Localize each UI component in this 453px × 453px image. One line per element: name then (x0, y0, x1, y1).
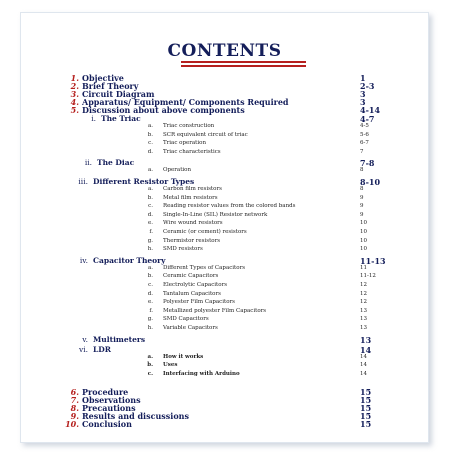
toc-sub-page: 11-12 (360, 273, 376, 280)
toc-sub-page: 8 (360, 167, 364, 174)
toc-entry-label: Procedure (82, 387, 129, 398)
toc-entry-number: 5. (70, 105, 79, 115)
toc-section-entry (66, 158, 134, 167)
toc-sub-label: Carbon film resistors (163, 186, 222, 192)
toc-sub-letter: a. (147, 264, 153, 271)
toc-section-entry (62, 335, 145, 344)
toc-section-numeral: ii. (84, 158, 92, 168)
toc-sub-page: 7 (360, 148, 364, 155)
toc-sub-page: 10 (360, 220, 367, 227)
toc-entry-label: Precautions (82, 403, 136, 414)
toc-sub-page: 10 (360, 246, 367, 253)
toc-sub-entry (139, 246, 203, 252)
toc-section-label: The Triac (101, 114, 141, 123)
toc-sub-label: Ceramic (or cement) resistors (163, 229, 247, 235)
toc-sub-page: 12 (360, 299, 367, 306)
toc-entry-number: 8. (70, 403, 79, 414)
toc-sub-letter: h. (147, 246, 153, 253)
toc-sub-letter: h. (147, 325, 153, 331)
toc-sub-entry (139, 371, 240, 377)
toc-entry-page: 1 (360, 73, 366, 83)
page-title: CONTENTS (167, 41, 282, 61)
toc-sub-entry (139, 238, 220, 244)
toc-sub-label: Ceramic Capacitors (163, 273, 219, 280)
toc-sub-letter: b. (147, 273, 153, 280)
toc-sub-label: Triac construction (163, 123, 215, 129)
toc-section-entry (70, 114, 141, 123)
toc-entry-number: 10. (65, 419, 79, 430)
toc-section-entry (62, 256, 166, 265)
toc-sub-letter: e. (147, 220, 153, 227)
toc-sub-letter: a. (147, 353, 153, 360)
toc-section-numeral: i. (91, 114, 96, 123)
toc-sub-entry (139, 212, 267, 218)
toc-sub-label: Reading resistor values from the colored bands (163, 203, 296, 210)
toc-sub-entry (139, 220, 223, 226)
toc-entry-label: Objective (82, 73, 124, 83)
toc-section-entry (62, 345, 111, 354)
toc-sub-letter: a. (147, 167, 153, 174)
toc-main-entry (49, 419, 132, 429)
toc-entry-label: Brief Theory (82, 81, 139, 91)
toc-entry-label: Circuit Diagram (82, 89, 155, 99)
toc-sub-page: 13 (360, 325, 367, 331)
toc-sub-label: Operation (163, 167, 192, 174)
toc-entry-page: 15 (360, 411, 372, 422)
toc-sub-page: 14 (360, 353, 367, 360)
toc-sub-letter: b. (147, 362, 153, 369)
toc-sub-page: 12 (360, 290, 367, 297)
toc-sub-page: 9 (360, 211, 364, 218)
toc-sub-letter: f. (149, 229, 153, 235)
toc-sub-entry (139, 316, 209, 322)
toc-section-label: Different Resistor Types (93, 177, 195, 186)
toc-section-label: The Diac (97, 158, 135, 168)
toc-section-entry (62, 177, 194, 186)
toc-sub-label: Variable Capacitors (163, 325, 218, 331)
toc-sub-letter: c. (148, 203, 153, 210)
toc-section-numeral: iv. (79, 255, 88, 265)
toc-sub-letter: d. (147, 148, 153, 155)
toc-sub-page: 4-5 (360, 123, 369, 129)
toc-entry-page: 15 (360, 387, 372, 398)
toc-entry-label: Discussion about above components (82, 105, 245, 115)
toc-entry-page: 3 (360, 97, 366, 107)
toc-sub-entry (139, 265, 245, 271)
toc-sub-letter: c. (148, 282, 153, 288)
toc-sub-label: Polyester Film Capacitors (163, 299, 235, 306)
toc-entry-number: 7. (70, 395, 79, 406)
toc-sub-label: SMD Capacitors (163, 316, 209, 323)
title-underline (181, 61, 306, 63)
toc-sub-label: Wire wound resistors (163, 220, 223, 227)
toc-section-page: 11-13 (360, 255, 386, 266)
toc-sub-entry (139, 195, 218, 201)
toc-sub-page: 14 (360, 370, 367, 377)
toc-sub-page: 9 (360, 194, 364, 201)
toc-entry-page: 2-3 (360, 81, 375, 91)
toc-sub-entry (139, 186, 222, 192)
document-page (20, 12, 429, 443)
toc-entry-number: 1. (70, 73, 79, 83)
toc-entry-number: 6. (70, 387, 79, 398)
toc-sub-letter: d. (147, 290, 153, 297)
toc-sub-entry (139, 354, 203, 360)
toc-sub-letter: c. (147, 370, 153, 377)
toc-entry-page: 15 (360, 395, 372, 406)
toc-section-page: 4-7 (360, 114, 375, 124)
toc-sub-page: 11 (360, 264, 367, 271)
toc-sub-page: 10 (360, 229, 367, 235)
toc-sub-entry (139, 123, 214, 129)
toc-sub-page: 12 (360, 282, 367, 288)
toc-sub-label: SCR equivalent circuit of triac (163, 131, 248, 138)
toc-entry-page: 4-14 (360, 105, 381, 115)
toc-sub-entry (139, 203, 295, 209)
toc-sub-entry (139, 229, 247, 235)
toc-section-numeral: iii. (78, 177, 88, 186)
toc-entry-number: 9. (70, 411, 79, 422)
toc-sub-label: Triac operation (163, 140, 206, 147)
toc-sub-label: Metal film resistors (163, 194, 218, 201)
toc-section-numeral: vi. (78, 344, 88, 354)
toc-sub-page: 9 (360, 203, 364, 210)
toc-sub-label: Electrolytic Capacitors (163, 282, 228, 288)
toc-sub-entry (139, 282, 227, 288)
toc-section-label: Multimeters (93, 334, 146, 344)
toc-sub-letter: b. (147, 194, 153, 201)
toc-sub-entry (139, 299, 235, 305)
toc-sub-letter: b. (147, 131, 153, 138)
toc-section-numeral: v. (82, 334, 88, 344)
toc-section-page: 8-10 (360, 177, 381, 187)
toc-sub-label: Tantalum Capacitors (163, 290, 221, 297)
toc-entry-label: Results and discussions (82, 411, 189, 422)
toc-sub-page: 8 (360, 186, 364, 192)
toc-section-page: 13 (360, 334, 372, 345)
toc-entry-number: 4. (70, 97, 79, 107)
toc-sub-page: 5-6 (360, 131, 369, 138)
toc-entry-label: Conclusion (82, 419, 132, 430)
toc-sub-label: Interfacing with Arduino (163, 370, 240, 377)
toc-sub-entry (139, 167, 191, 173)
toc-section-page: 7-8 (360, 158, 375, 169)
toc-sub-page: 6-7 (360, 140, 369, 147)
toc-sub-page: 14 (360, 362, 367, 369)
toc-sub-letter: g. (147, 316, 153, 323)
toc-sub-label: Metallized polyester Film Capacitors (163, 307, 267, 314)
toc-sub-label: Uses (163, 362, 178, 369)
toc-sub-page: 10 (360, 237, 367, 244)
toc-section-page: 14 (360, 344, 372, 355)
toc-sub-letter: f. (149, 307, 153, 314)
toc-sub-entry (139, 273, 218, 279)
toc-sub-letter: a. (147, 186, 153, 192)
toc-sub-label: Different Types of Capacitors (163, 264, 246, 271)
toc-sub-entry (139, 308, 266, 314)
toc-sub-label: Thermistor resistors (163, 237, 221, 244)
toc-sub-letter: e. (147, 299, 153, 306)
toc-sub-label: How it works (163, 353, 204, 360)
toc-sub-entry (139, 132, 248, 138)
toc-sub-letter: g. (147, 237, 153, 244)
toc-entry-number: 2. (70, 81, 79, 91)
toc-sub-label: Triac characteristics (163, 148, 221, 155)
toc-sub-page: 13 (360, 307, 367, 314)
toc-sub-entry (139, 325, 218, 331)
toc-entry-page: 15 (360, 403, 372, 414)
toc-sub-label: Single-In-Line (SIL) Resistor network (163, 211, 268, 218)
toc-sub-letter: c. (148, 140, 153, 147)
toc-sub-entry (139, 140, 206, 146)
toc-sub-entry (139, 291, 221, 297)
toc-section-label: LDR (93, 344, 112, 354)
toc-entry-number: 3. (70, 89, 79, 99)
toc-sub-entry (139, 362, 178, 368)
toc-entry-label: Observations (82, 395, 141, 406)
toc-section-label: Capacitor Theory (93, 255, 166, 265)
toc-entry-page: 15 (360, 419, 372, 430)
toc-sub-page: 13 (360, 316, 367, 323)
toc-sub-label: SMD resistors (163, 246, 203, 253)
title-underline-second (181, 65, 306, 67)
toc-entry-label: Apparatus/ Equipment/ Components Required (82, 97, 289, 107)
toc-sub-letter: a. (147, 123, 153, 129)
toc-entry-page: 3 (360, 89, 366, 99)
toc-sub-entry (139, 149, 221, 155)
toc-sub-letter: d. (147, 211, 153, 218)
